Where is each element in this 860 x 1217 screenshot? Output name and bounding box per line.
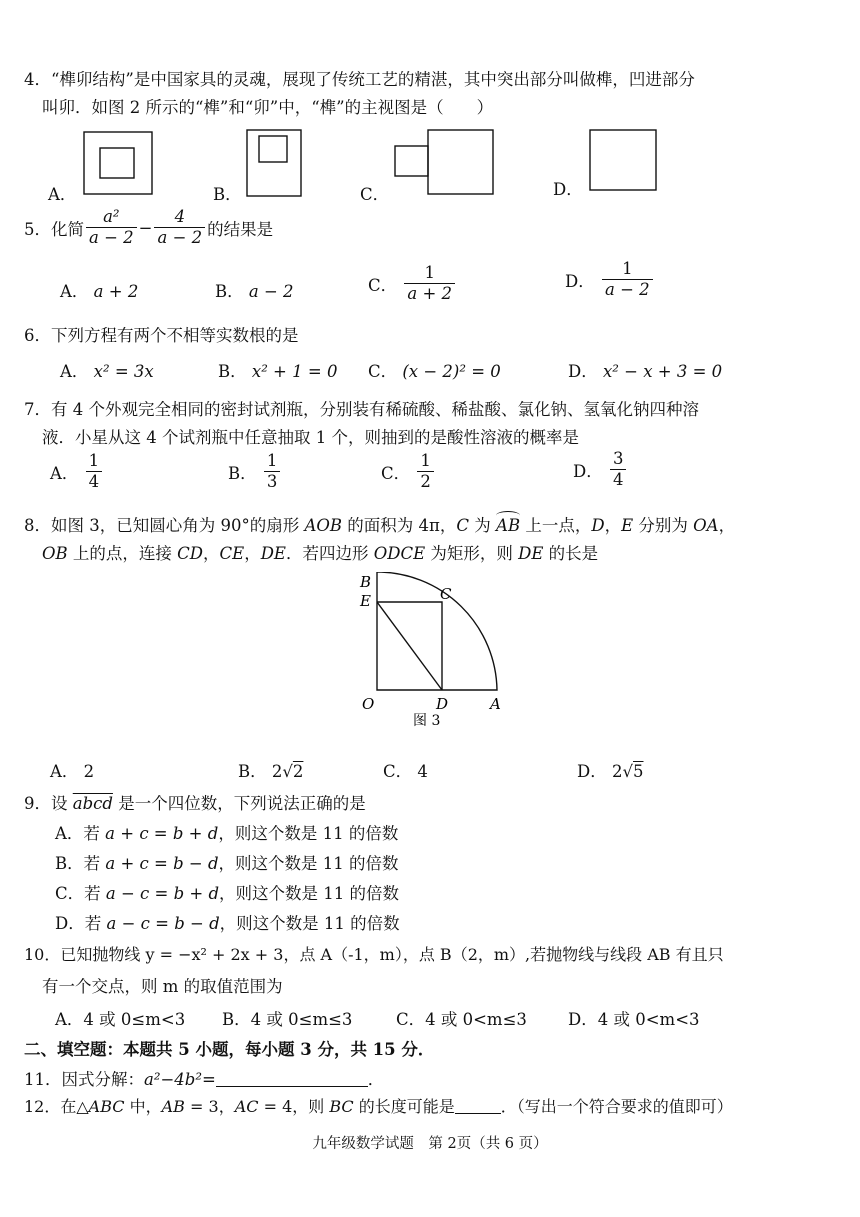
q8-stem-line2: OB 上的点，连接 CD，CE，DE．若四边形 ODCE 为矩形，则 DE 的长是	[42, 544, 599, 563]
q5-den2: a − 2	[157, 227, 203, 247]
q6-option-d	[568, 358, 722, 382]
q8-option-b: B． 2√2	[238, 762, 304, 781]
q5-option-c-den: a + 2	[407, 283, 453, 303]
segment-de	[377, 602, 442, 690]
q7-option-d	[573, 450, 628, 490]
label-o: O	[362, 695, 375, 713]
q5-minus: −	[138, 218, 153, 238]
q6-stem: 6．下列方程有两个不相等实数根的是	[24, 326, 299, 345]
q10-stem-line2: 有一个交点，则 m 的取值范围为	[42, 977, 283, 996]
q8-option-a: A． 2	[50, 762, 95, 781]
q5-option-d-den: a − 2	[604, 279, 650, 299]
label-d: D	[436, 695, 449, 713]
q6-option-a-text: x² = 3x	[93, 362, 154, 381]
q10-option-a: A．4 或 0≤m<3	[55, 1010, 186, 1029]
q10-option-c: C．4 或 0<m≤3	[396, 1010, 527, 1029]
q4-option-b-figure	[245, 128, 303, 198]
q7-option-b-fraction	[264, 452, 281, 492]
q7-option-c-fraction	[417, 452, 434, 492]
q12-stem: 12．在△ABC 中，AB = 3，AC = 4，则 BC 的长度可能是 ．（写出一个符合要求的值即可）	[24, 1097, 733, 1116]
q6-option-c-text: (x − 2)² = 0	[402, 362, 501, 381]
q7-option-c-den: 2	[420, 471, 431, 491]
q6-option-a-label: A．	[60, 362, 89, 381]
q4-option-c-label: C．	[360, 185, 390, 204]
q7-option-d-label: D．	[573, 461, 603, 481]
q5-option-c-label: C．	[368, 275, 398, 295]
q7-option-c-label: C．	[381, 463, 411, 483]
q5-option-b-text: a − 2	[248, 282, 294, 301]
q6-option-b-label: B．	[218, 362, 247, 381]
section-2-heading: 二、填空题：本题共 5 小题，每小题 3 分，共 15 分．	[24, 1040, 435, 1059]
q7-option-d-fraction	[610, 450, 627, 490]
q5-option-a	[60, 278, 138, 302]
q5-suffix: 的结果是	[207, 219, 274, 239]
q12-answer-blank[interactable]	[455, 1113, 501, 1114]
q4-option-c-figure	[393, 128, 495, 196]
q10-option-d: D．4 或 0<m<3	[568, 1010, 700, 1029]
q11-stem: 11．因式分解：a²−4b²= ．	[24, 1070, 385, 1089]
q4-option-a-label: A．	[48, 185, 77, 204]
q5-option-d	[565, 260, 655, 300]
q10-option-b: B．4 或 0≤m≤3	[222, 1010, 353, 1029]
q5-option-d-fraction	[602, 260, 653, 300]
q5-den1: a − 2	[89, 227, 134, 247]
q5-option-c-num: 1	[404, 264, 455, 284]
q9-stem: 9．设 abcd 是一个四位数，下列说法正确的是	[24, 794, 366, 813]
q9-option-c: C．若 a − c = b + d，则这个数是 11 的倍数	[55, 884, 400, 903]
q6-option-b-text: x² + 1 = 0	[251, 362, 338, 381]
q5-option-a-text: a + 2	[93, 282, 139, 301]
q5-option-d-label: D．	[565, 271, 595, 291]
q7-stem-line2: 液．小星从这 4 个试剂瓶中任意抽取 1 个，则抽到的是酸性溶液的概率是	[42, 428, 579, 447]
q5-num1: a²	[86, 208, 137, 228]
q7-option-c-num: 1	[417, 452, 434, 472]
q9-option-a: A．若 a + c = b + d，则这个数是 11 的倍数	[55, 824, 399, 843]
q7-option-b	[228, 452, 282, 492]
q4-option-b-label: B．	[213, 185, 242, 204]
q8-stem-line1: 8．如图 3，已知圆心角为 90°的扇形 AOB 的面积为 4π，C 为 AB 上一点，D，E 分别为 OA，	[24, 516, 736, 535]
q5-fraction-2	[154, 208, 205, 248]
q7-option-b-label: B．	[228, 463, 257, 483]
q5-option-b	[215, 278, 294, 302]
q5-fraction-1	[86, 208, 137, 248]
q11-answer-blank[interactable]	[216, 1086, 368, 1087]
q9-option-b: B．若 a + c = b − d，则这个数是 11 的倍数	[55, 854, 399, 873]
figure-caption: 图 3	[413, 713, 441, 729]
q6-option-d-text: x² − x + 3 = 0	[602, 362, 723, 381]
q5-option-c-fraction	[404, 264, 455, 304]
q5-num2: 4	[154, 208, 205, 228]
q6-option-b	[218, 358, 337, 382]
q4-stem-line1: 4．“榫卯结构”是中国家具的灵魂，展现了传统工艺的精湛，其中突出部分叫做榫，凹进部分	[24, 70, 695, 89]
q4-option-d-figure	[588, 128, 658, 192]
q7-option-d-num: 3	[610, 450, 627, 470]
q7-stem-line1: 7．有 4 个外观完全相同的密封试剂瓶，分别装有稀硫酸、稀盐酸、氯化钠、氢氧化钠四种溶	[24, 400, 699, 419]
q5-stem	[24, 208, 273, 248]
q8-figure-sector	[350, 572, 520, 732]
label-b: B	[360, 573, 372, 591]
q6-option-a	[60, 358, 154, 382]
q6-option-c-label: C．	[368, 362, 398, 381]
label-a: A	[490, 695, 501, 713]
q7-option-a-fraction	[86, 452, 103, 492]
q7-option-b-den: 3	[266, 471, 278, 491]
q8-option-c: C． 4	[383, 762, 428, 781]
q6-option-d-label: D．	[568, 362, 598, 381]
q6-option-c	[368, 358, 501, 382]
q7-option-b-num: 1	[264, 452, 281, 472]
q5-option-b-label: B．	[215, 282, 244, 301]
q7-option-d-den: 4	[612, 469, 624, 489]
q4-option-d-label: D．	[553, 180, 583, 199]
q10-stem-line1: 10．已知抛物线 y = −x² + 2x + 3，点 A（-1，m），点 B（2，m）,若抛物线与线段 AB 有且只	[24, 945, 724, 964]
q9-option-d: D．若 a − c = b − d，则这个数是 11 的倍数	[55, 914, 400, 933]
q9-overlined-number: abcd	[72, 794, 113, 813]
page-footer: 九年级数学试题 第 2页（共 6 页）	[312, 1136, 548, 1152]
q4-option-a-figure	[82, 130, 154, 196]
q5-prefix: 5．化简	[24, 219, 84, 239]
q7-option-a-label: A．	[50, 463, 79, 483]
q7-option-a	[50, 452, 104, 492]
q5-option-a-label: A．	[60, 282, 89, 301]
q7-option-a-num: 1	[86, 452, 103, 472]
q5-option-d-num: 1	[602, 260, 653, 280]
label-e: E	[360, 592, 371, 610]
q8-option-d: D． 2√5	[577, 762, 644, 781]
sector-outline	[377, 572, 497, 690]
q4-stem-line2: 叫卯．如图 2 所示的“榫”和“卯”中，“榫”的主视图是（ ）	[42, 98, 494, 117]
q7-option-a-den: 4	[88, 471, 100, 491]
label-c: C	[440, 585, 452, 603]
q5-option-c	[368, 264, 457, 304]
q7-option-c	[381, 452, 436, 492]
